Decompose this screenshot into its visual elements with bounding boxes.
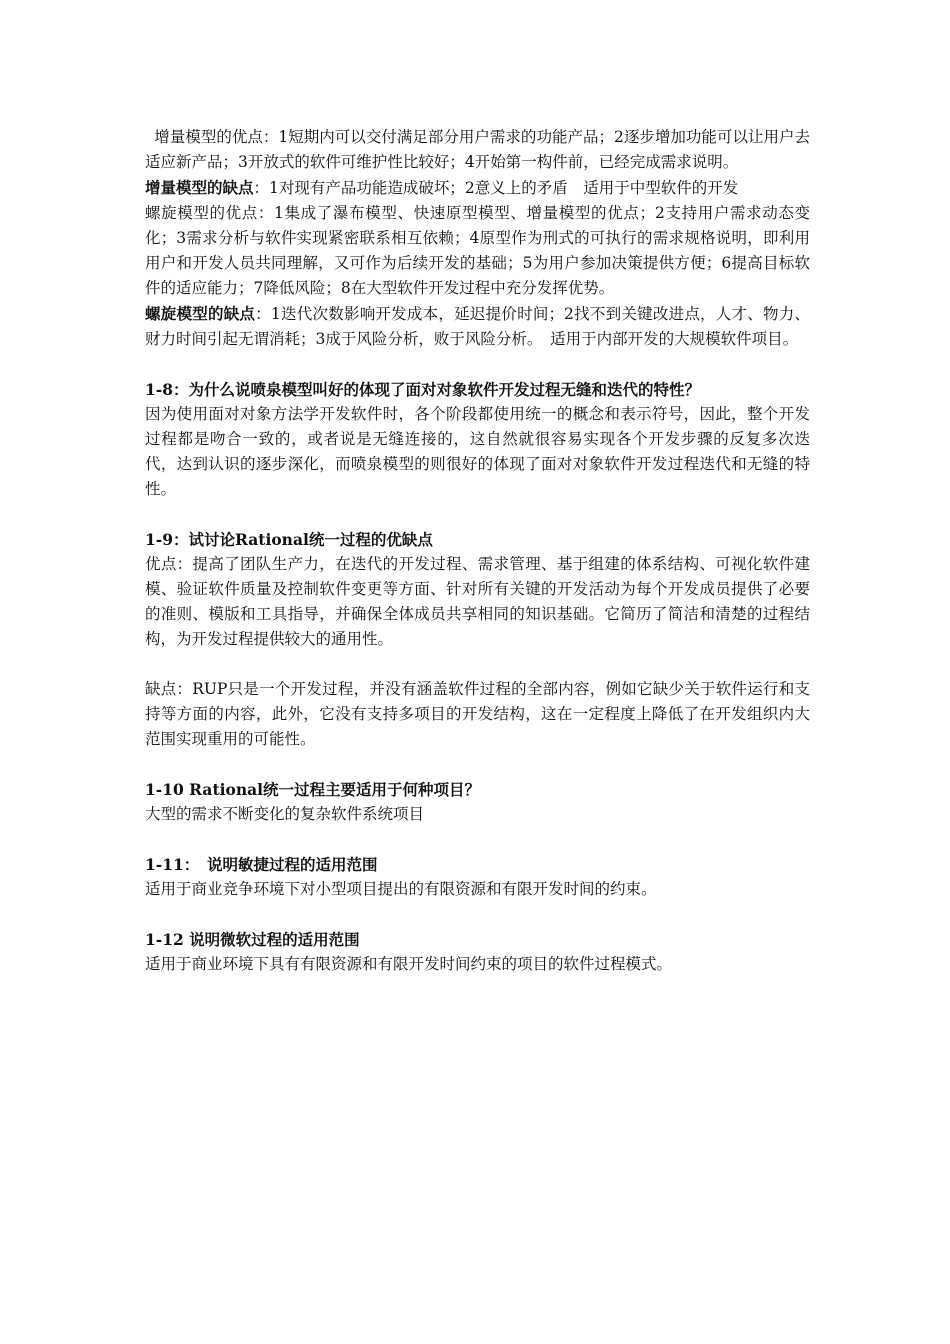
question-1-8-answer: 因为使用面对对象方法学开发软件时，各个阶段都使用统一的概念和表示符号，因此，整个开发过程都是吻合一致的，或者说是无缝连接的，这自然就很容易实现各个开发步骤的反复多次迭代，达到认识的逐步深化，而喷泉模型的则很好的体现了面对对象软件开发过程迭代和无缝的特性。 [145, 405, 810, 498]
question-1-12-heading: 1-12 说明微软过程的适用范围 [145, 930, 360, 949]
question-1-12-answer: 适用于商业环境下具有有限资源和有限开发时间约束的项目的软件过程模式。 [145, 955, 673, 973]
spiral-cons-label: 螺旋模型的缺点 [145, 304, 256, 323]
spiral-cons-text: ：1迭代次数影响开发成本，延迟提价时间；2找不到关键改进点，人才、物力、财力时间引起无谓消耗；3成于风险分析，败于风险分析。 适用于内部开发的大规模软件项目。 [145, 305, 810, 348]
incremental-cons-text: ：1对现有产品功能造成破坏；2意义上的矛盾 适用于中型软件的开发 [253, 179, 739, 197]
incremental-cons-label: 增量模型的缺点 [145, 178, 254, 197]
question-1-9-pros: 优点：提高了团队生产力，在迭代的开发过程、需求管理、基于组建的体系结构、可视化软件建模、验证软件质量及控制软件变更等方面、针对所有关键的开发活动为每个开发成员提供了必要的准则、模版和工具指导，并确保全体成员共享相同的知识基础。它简历了简洁和清楚的过程结构，为开发过程提供较大的通用性。 [145, 555, 810, 648]
question-1-9-cons: 缺点：RUP只是一个开发过程，并没有涵盖软件过程的全部内容，例如它缺少关于软件运行和支持等方面的内容，此外，它没有支持多项目的开发结构，这在一定程度上降低了在开发组织内大范围实现重用的可能性。 [145, 680, 810, 748]
question-1-10-answer: 大型的需求不断变化的复杂软件系统项目 [145, 805, 425, 823]
question-1-9-heading: 1-9：试讨论Rational统一过程的优缺点 [145, 530, 433, 549]
question-1-11-heading: 1-11： 说明敏捷过程的适用范围 [145, 855, 378, 874]
question-1-11-answer: 适用于商业竞争环境下对小型项目提出的有限资源和有限开发时间的约束。 [145, 880, 657, 898]
question-1-8-heading: 1-8：为什么说喷泉模型叫好的体现了面对对象软件开发过程无缝和迭代的特性？ [145, 380, 701, 399]
question-1-10-heading: 1-10 Rational统一过程主要适用于何种项目？ [145, 780, 481, 799]
spiral-pros-paragraph: 螺旋模型的优点：1集成了瀑布模型、快速原型模型、增量模型的优点；2支持用户需求动态变化；3需求分析与软件实现紧密联系相互依赖；4原型作为刑式的可执行的需求规格说明，即利用用户和开发人员共同理解，又可作为后续开发的基础；5为用户参加决策提供方便；6提高目标软件的适应能力；7降低风险；8在大型软件开发过程中充分发挥优势。 [145, 204, 810, 297]
incremental-cons-paragraph [145, 175, 810, 201]
spiral-cons-paragraph [145, 301, 810, 352]
incremental-pros-paragraph: 增量模型的优点：1短期内可以交付满足部分用户需求的功能产品；2逐步增加功能可以让用户去适应新产品；3开放式的软件可维护性比较好；4开始第一构件前，已经完成需求说明。 [145, 128, 810, 171]
document-page [145, 125, 810, 977]
